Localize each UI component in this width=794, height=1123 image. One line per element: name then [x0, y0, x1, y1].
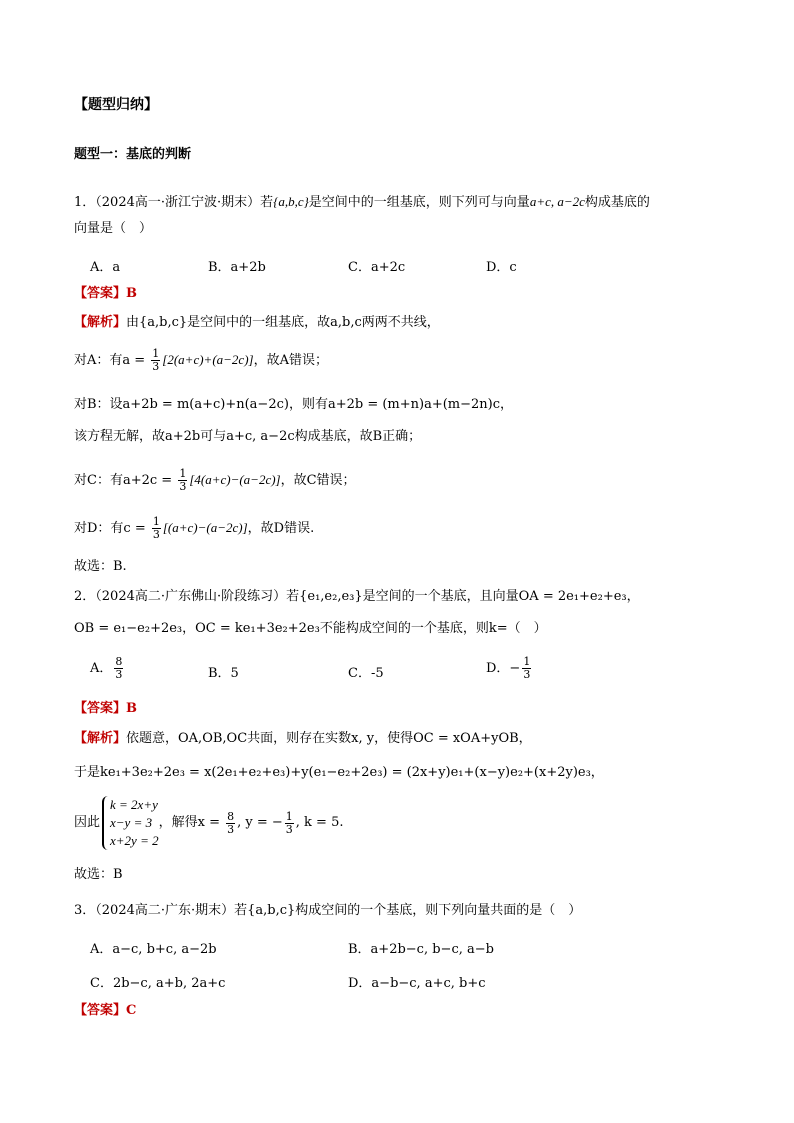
- q1-stem-line2: 向量是（ ）: [74, 221, 153, 236]
- fraction-one-third: $\frac{1}{3}$: [285, 809, 293, 836]
- q1-stem: [74, 193, 650, 212]
- analysis-text: 依题意，OA,OB,OC共面，则存在实数x, y，使得OC = xOA+yOB，: [126, 731, 532, 746]
- analysis-a-post: ，故A错误；: [253, 353, 328, 368]
- answer-value: B: [126, 701, 138, 716]
- q1-analysis-1: [74, 314, 440, 332]
- system-pre: 因此: [74, 815, 101, 830]
- q1-analysis-d: [74, 516, 314, 541]
- q1-option-a[interactable]: A．a: [90, 260, 121, 275]
- q1-analysis-b: 对B：设a+2b = m(a+c)+n(a−2c)，则有a+2b = (m+n)a+(m−2n)c，: [74, 397, 514, 412]
- fraction-one-third: $\frac{1}{3}$: [523, 655, 531, 681]
- answer-value: B: [126, 286, 138, 301]
- q3-option-d[interactable]: D．a−b−c, a+c, b+c: [348, 976, 486, 991]
- system-solution-x: ，解得x =: [158, 815, 225, 830]
- answer-value: C: [126, 1003, 137, 1018]
- answer-label: 【答案】: [74, 1003, 127, 1018]
- q1-stem-a: 1．（2024高一·浙江宁波·期末）若: [74, 195, 274, 210]
- q1-vectors: a+c, a−2c: [529, 194, 585, 209]
- q1-analysis-a: [74, 348, 328, 373]
- fraction-eight-thirds: $\frac{8}{3}$: [227, 809, 235, 836]
- q2-option-a[interactable]: A． $\frac{8}{3}$: [90, 655, 123, 681]
- q2-stem-1: 2．（2024高二·广东佛山·阶段练习）若{e₁,e₂,e₃}是空间的一个基底，且向量OA = 2e₁+e₂+e₃，: [74, 589, 640, 604]
- page-title: 【题型归纳】: [74, 97, 158, 113]
- equation-system: k = 2x+y x−y = 3 x+2y = 2: [102, 796, 159, 850]
- analysis-c-expr: [4(a+c)−(a−2c)]: [189, 472, 281, 487]
- system-solution-k: , k = 5.: [295, 815, 344, 830]
- q3-stem: 3．（2024高二·广东·期末）若{a,b,c}构成空间的一个基底，则下列向量共面的是（ ）: [74, 903, 582, 918]
- analysis-a-pre: 对A：有a =: [74, 353, 150, 368]
- analysis-c-pre: 对C：有a+2c =: [74, 473, 177, 488]
- analysis-d-post: ，故D错误.: [247, 521, 315, 536]
- q1-conclusion: 故选：B.: [74, 559, 127, 574]
- q1-stem-c: 是空间中的一组基底，则下列可与向量: [308, 195, 530, 210]
- section-heading: 题型一：基底的判断: [74, 147, 192, 162]
- analysis-label: 【解析】: [74, 315, 127, 330]
- q1-option-b[interactable]: B．a+2b: [208, 260, 266, 275]
- q2-stem-2: OB = e₁−e₂+2e₃，OC = ke₁+3e₂+2e₃不能构成空间的一个基底，则k=（ ）: [74, 621, 547, 636]
- analysis-a-expr: [2(a+c)+(a−2c)]: [162, 352, 254, 367]
- q3-option-c[interactable]: C．2b−c, a+b, 2a+c: [90, 976, 226, 991]
- q2-option-b[interactable]: B．5: [208, 666, 239, 681]
- q3-option-b[interactable]: B．a+2b−c, b−c, a−b: [348, 942, 494, 957]
- q1-option-c[interactable]: C．a+2c: [348, 260, 406, 275]
- q1-answer: [74, 285, 137, 303]
- fraction-one-third: $\frac{1}{3}$: [179, 467, 187, 493]
- q3-answer: [74, 1002, 136, 1020]
- fraction-eight-thirds: $\frac{8}{3}$: [115, 655, 123, 681]
- fraction-one-third: $\frac{1}{3}$: [152, 515, 160, 541]
- analysis-c-post: ，故C错误；: [280, 473, 356, 488]
- q2-analysis-1: [74, 730, 532, 748]
- q1-stem-e: 构成基底的: [584, 195, 650, 210]
- answer-label: 【答案】: [74, 701, 127, 716]
- q2-conclusion: 故选：B: [74, 867, 123, 882]
- system-solution-y: , y = −: [237, 815, 283, 830]
- q2-option-c[interactable]: C．-5: [348, 666, 384, 681]
- q3-option-a[interactable]: A．a−c, b+c, a−2b: [90, 942, 217, 957]
- fraction-one-third: $\frac{1}{3}$: [152, 347, 160, 373]
- analysis-label: 【解析】: [74, 731, 127, 746]
- q2-system: [74, 796, 343, 850]
- analysis-d-expr: [(a+c)−(a−2c)]: [162, 520, 248, 535]
- q1-analysis-c: [74, 468, 356, 493]
- analysis-text: 由{a,b,c}是空间中的一组基底，故a,b,c两两不共线，: [126, 315, 440, 330]
- q2-option-d[interactable]: D．− $\frac{1}{3}$: [486, 655, 531, 681]
- q2-answer: [74, 700, 137, 718]
- q1-analysis-b2: 该方程无解，故a+2b可与a+c, a−2c构成基底，故B正确；: [74, 429, 422, 444]
- q2-analysis-2: 于是ke₁+3e₂+2e₃ = x(2e₁+e₂+e₃)+y(e₁−e₂+2e₃) = (2x+y)e₁+(x−y)e₂+(x+2y)e₃，: [74, 765, 604, 780]
- q1-option-d[interactable]: D．c: [486, 260, 517, 275]
- analysis-d-pre: 对D：有c =: [74, 521, 150, 536]
- q1-basis: {a,b,c}: [273, 194, 309, 209]
- answer-label: 【答案】: [74, 286, 127, 301]
